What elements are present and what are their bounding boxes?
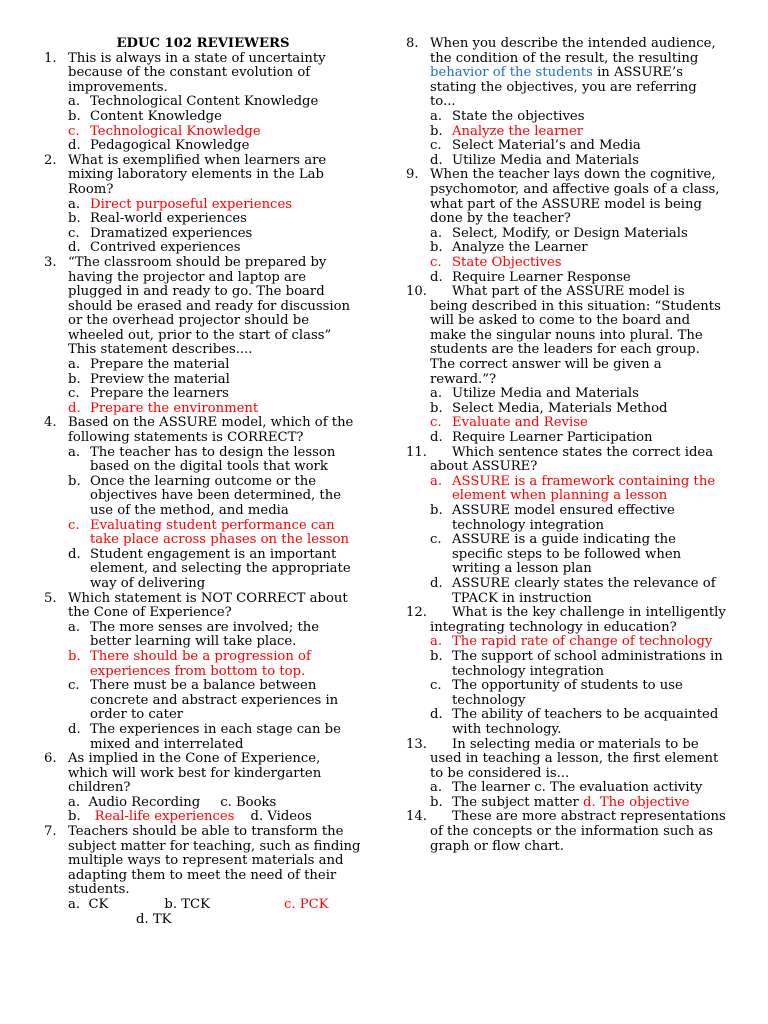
question-3 bbox=[44, 256, 362, 358]
question-12 bbox=[406, 606, 726, 635]
q11-option-d: d. ASSURE clearly states the relevance of TPACK in instruction bbox=[430, 575, 716, 606]
q12-option-b: b. The support of school administrations in technology integration bbox=[430, 648, 723, 679]
q12-option-a-answer: a. The rapid rate of change of technology bbox=[430, 634, 713, 650]
q5-option-d: d. The experiences in each stage can be mixed and interrelated bbox=[68, 721, 341, 752]
q11-option-c: c. ASSURE is a guide indicating the specific steps to be followed when writing a lesson plan bbox=[430, 532, 682, 577]
question-text: Based on the ASSURE model, which of the following statements is CORRECT? bbox=[68, 415, 354, 446]
question-4 bbox=[44, 416, 362, 445]
q10-option-a: a. Utilize Media and Materials bbox=[430, 386, 639, 402]
question-number: 2. bbox=[44, 152, 57, 168]
question-2 bbox=[44, 154, 362, 198]
q6-option-b-answer: Real-life experiences bbox=[94, 809, 235, 825]
q11-option-b: b. ASSURE model ensured effective technology integration bbox=[430, 503, 675, 533]
q3-option-d-answer: d. Prepare the environment bbox=[68, 400, 259, 416]
question-text: When the teacher lays down the cognitive, psychomotor, and affective goals of a class, what part of the ASSURE model is being done by the teacher? bbox=[430, 167, 720, 227]
q9-option-c-answer: c. State Objectives bbox=[430, 254, 562, 270]
question-text: In selecting media or materials to be used in teaching a lesson, the first element to be considered is... bbox=[430, 736, 719, 781]
document-title: EDUC 102 REVIEWERS bbox=[116, 36, 290, 51]
q10-option-b: b. Select Media, Materials Method bbox=[430, 400, 668, 416]
question-number: 1. bbox=[44, 50, 57, 66]
q12-option-c: c. The opportunity of students to use technology bbox=[430, 678, 683, 708]
q11-option-a-answer: a. ASSURE is a framework containing the element when planning a lesson bbox=[430, 473, 716, 504]
q5-option-c: c. There must be a balance between concrete and abstract experiences in order to cater bbox=[68, 678, 339, 723]
q3-option-a: a. Prepare the material bbox=[68, 357, 230, 373]
question-10 bbox=[406, 285, 726, 387]
question-number: 11. bbox=[406, 444, 427, 460]
question-9 bbox=[406, 168, 726, 226]
q8-option-d: d. Utilize Media and Materials bbox=[430, 152, 639, 168]
question-text: As implied in the Cone of Experience, which will work best for kindergarten children? bbox=[68, 751, 322, 796]
q5-option-a: a. The more senses are involved; the better learning will take place. bbox=[68, 619, 320, 650]
q7-option-c-answer: c. PCK bbox=[283, 897, 329, 913]
q8-option-a: a. State the objectives bbox=[430, 108, 585, 124]
q2-option-d: d. Contrived experiences bbox=[68, 240, 241, 256]
question-8: 8. When you describe the intended audience, the condition of the result, the resulting behavior of the students in ASSURE’s stating the objectives, you are referring to... bbox=[406, 36, 716, 110]
question-7 bbox=[44, 825, 362, 898]
q8-option-b-answer: b. Analyze the learner bbox=[430, 123, 584, 139]
q6-options-row-2: b. Real-life experiences d. Videos bbox=[68, 809, 312, 825]
question-number: 7. bbox=[44, 824, 57, 840]
q9-option-d: d. Require Learner Response bbox=[430, 269, 631, 285]
question-number: 6. bbox=[44, 751, 57, 767]
question-number: 10. bbox=[406, 284, 427, 300]
q7-options-row-2: d. TK bbox=[136, 911, 172, 927]
q1-option-c-answer: c. Technological Knowledge bbox=[68, 123, 261, 139]
question-text: What part of the ASSURE model is being described in this situation: “Students will be asked to come to the board and make the singular nouns into plural. The students are the leaders for each group. The correct answer will be given a reward.”? bbox=[430, 284, 721, 387]
question-14 bbox=[406, 810, 726, 854]
q4-option-b: b. Once the learning outcome or the objectives have been determined, the use of the method, and media bbox=[68, 473, 342, 518]
q13-option-d-answer: d. The objective bbox=[583, 794, 690, 810]
question-5 bbox=[44, 592, 362, 621]
q10-option-c-answer: c. Evaluate and Revise bbox=[430, 415, 588, 431]
left-column bbox=[44, 37, 362, 927]
right-column bbox=[406, 37, 726, 854]
q2-option-a-answer: a. Direct purposeful experiences bbox=[68, 196, 293, 212]
q4-option-a: a. The teacher has to design the lesson based on the digital tools that work bbox=[68, 444, 336, 475]
q4-option-d: d. Student engagement is an important element, and selecting the appropriate way of delivering bbox=[68, 546, 351, 591]
q2-option-b: b. Real-world experiences bbox=[68, 211, 247, 227]
question-text: These are more abstract representations of the concepts or the information such as graph or flow chart. bbox=[430, 809, 726, 854]
question-text: “The classroom should be prepared by having the projector and laptop are plugged in and ready to go. The board should be erased and ready for discussion or the overhead projector should be wheeled out, prior to the start of class” This statement describes.... bbox=[68, 254, 351, 358]
question-13 bbox=[406, 738, 726, 782]
q8-option-c: c. Select Material’s and Media bbox=[430, 138, 641, 154]
question-number: 5. bbox=[44, 590, 57, 606]
q10-option-d: d. Require Learner Participation bbox=[430, 430, 653, 446]
question-number: 8. bbox=[406, 36, 419, 51]
question-text: What is exemplified when learners are mixing laboratory elements in the Lab Room? bbox=[68, 152, 327, 197]
question-text: Which sentence states the correct idea about ASSURE? bbox=[430, 444, 714, 475]
question-number: 3. bbox=[44, 254, 57, 270]
q9-option-b: b. Analyze the Learner bbox=[430, 240, 588, 256]
q5-option-b-answer: b. There should be a progression of experiences from bottom to top. bbox=[68, 648, 311, 679]
question-text: Teachers should be able to transform the subject matter for teaching, such as finding multiple ways to represent materials and adapting them to meet the need of their students. bbox=[68, 824, 361, 898]
q13-option-b-d: b. The subject matter d. The objective bbox=[430, 794, 690, 810]
q7-options-row-1: a. CK b. TCK c. PCK bbox=[68, 897, 329, 913]
question-text: What is the key challenge in intelligently integrating technology in education? bbox=[430, 605, 726, 635]
question-text: This is always in a state of uncertainty because of the constant evolution of improvements. bbox=[68, 50, 326, 95]
q13-option-a-c: a. The learner c. The evaluation activity bbox=[430, 780, 703, 796]
question-number: 13. bbox=[406, 736, 427, 752]
q12-option-d: d. The ability of teachers to be acquainted with technology. bbox=[430, 707, 719, 737]
question-text: Which statement is NOT CORRECT about the Cone of Experience? bbox=[68, 590, 348, 621]
q1-option-a: a. Technological Content Knowledge bbox=[68, 94, 319, 110]
question-11 bbox=[406, 446, 726, 475]
q2-option-c: c. Dramatized experiences bbox=[68, 225, 253, 241]
q9-option-a: a. Select, Modify, or Design Materials bbox=[430, 225, 688, 241]
q3-option-b: b. Preview the material bbox=[68, 371, 230, 387]
question-number: 12. bbox=[406, 605, 427, 621]
highlighted-phrase: behavior of the students bbox=[430, 65, 593, 81]
question-number: 9. bbox=[406, 167, 419, 183]
q3-option-c: c. Prepare the learners bbox=[68, 386, 229, 402]
question-1 bbox=[44, 52, 362, 96]
q6-options-row-1: a. Audio Recording c. Books bbox=[68, 794, 277, 810]
question-number: 4. bbox=[44, 415, 57, 431]
q1-option-d: d. Pedagogical Knowledge bbox=[68, 138, 250, 154]
q4-option-c-answer: c. Evaluating student performance can take place across phases on the lesson bbox=[68, 517, 350, 548]
q1-option-b: b. Content Knowledge bbox=[68, 108, 222, 124]
question-6 bbox=[44, 752, 362, 796]
question-number: 14. bbox=[406, 809, 427, 825]
